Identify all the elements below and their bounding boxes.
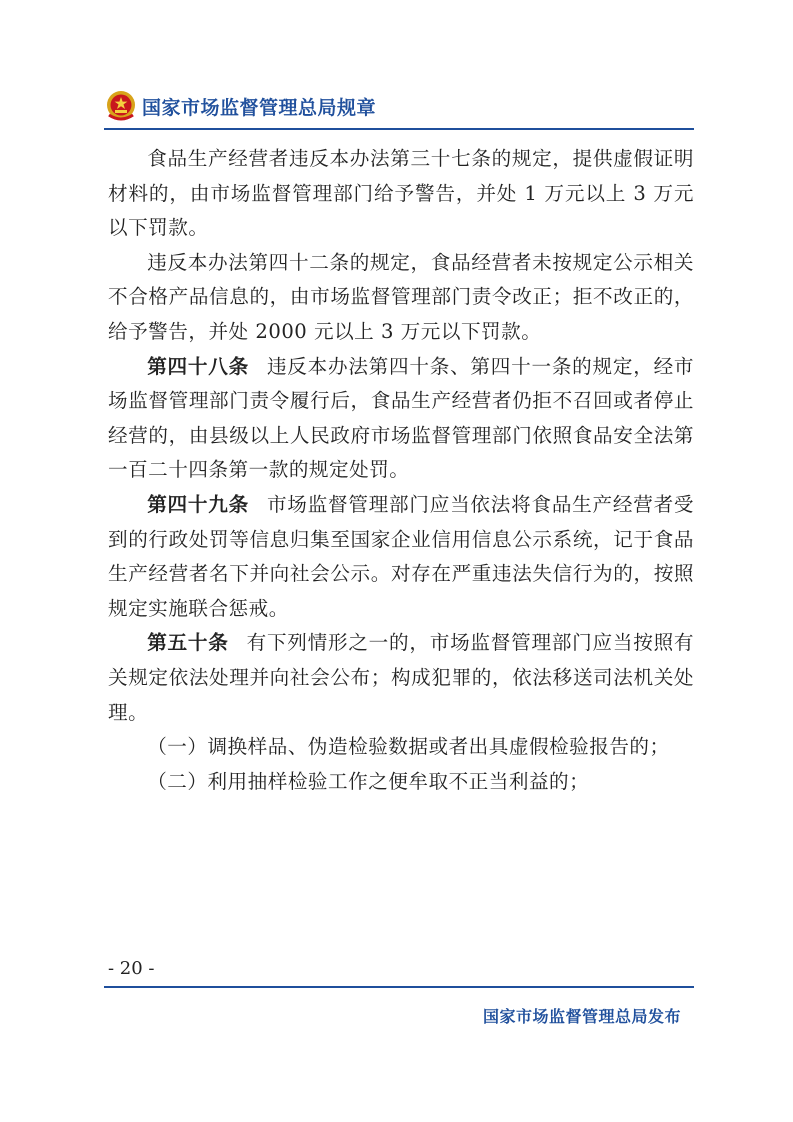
paragraph <box>108 350 694 488</box>
header-title: 国家市场监督管理总局规章 <box>142 96 377 119</box>
article-number: 第五十条 <box>147 631 229 655</box>
paragraph <box>108 246 694 350</box>
national-emblem-icon <box>104 89 138 123</box>
paragraph <box>108 142 694 246</box>
article-number: 第四十八条 <box>147 354 249 378</box>
paragraph-text: 违反本办法第四十二条的规定，食品经营者未按规定公示相关不合格产品信息的，由市场监督管理部门责令改正；拒不改正的，给予警告，并处 2000 元以上 3 万元以下罚款。 <box>108 250 694 343</box>
document-body <box>108 142 694 799</box>
paragraph-text: 食品生产经营者违反本办法第三十七条的规定，提供虚假证明材料的，由市场监督管理部门给予警告，并处 1 万元以上 3 万元以下罚款。 <box>108 147 694 240</box>
paragraph-text: （一）调换样品、伪造检验数据或者出具虚假检验报告的； <box>147 735 670 759</box>
paragraph-text: （二）利用抽样检验工作之便牟取不正当利益的； <box>147 769 590 793</box>
header-divider <box>104 128 694 130</box>
footer-publisher: 国家市场监督管理总局发布 <box>482 1007 681 1026</box>
paragraph-text: 违反本办法第四十条、第四十一条的规定，经市场监督管理部门责令履行后，食品生产经营者仍拒不召回或者停止经营的，由县级以上人民政府市场监督管理部门依照食品安全法第一百二十四条第一款的规定处罚。 <box>108 354 695 482</box>
article-number: 第四十九条 <box>147 492 249 516</box>
paragraph <box>108 765 694 800</box>
paragraph-text: 市场监督管理部门应当依法将食品生产经营者受到的行政处罚等信息归集至国家企业信用信息公示系统，记于食品生产经营者名下并向社会公示。对存在严重违法失信行为的，按照规定实施联合惩戒。 <box>108 492 695 620</box>
paragraph-text: 有下列情形之一的，市场监督管理部门应当按照有关规定依法处理并向社会公布；构成犯罪的，依法移送司法机关处理。 <box>108 631 695 724</box>
paragraph <box>108 730 694 765</box>
page-header <box>104 84 376 128</box>
footer-divider <box>104 986 694 988</box>
paragraph <box>108 488 694 626</box>
page-number: - 20 - <box>108 958 155 979</box>
paragraph <box>108 626 694 730</box>
